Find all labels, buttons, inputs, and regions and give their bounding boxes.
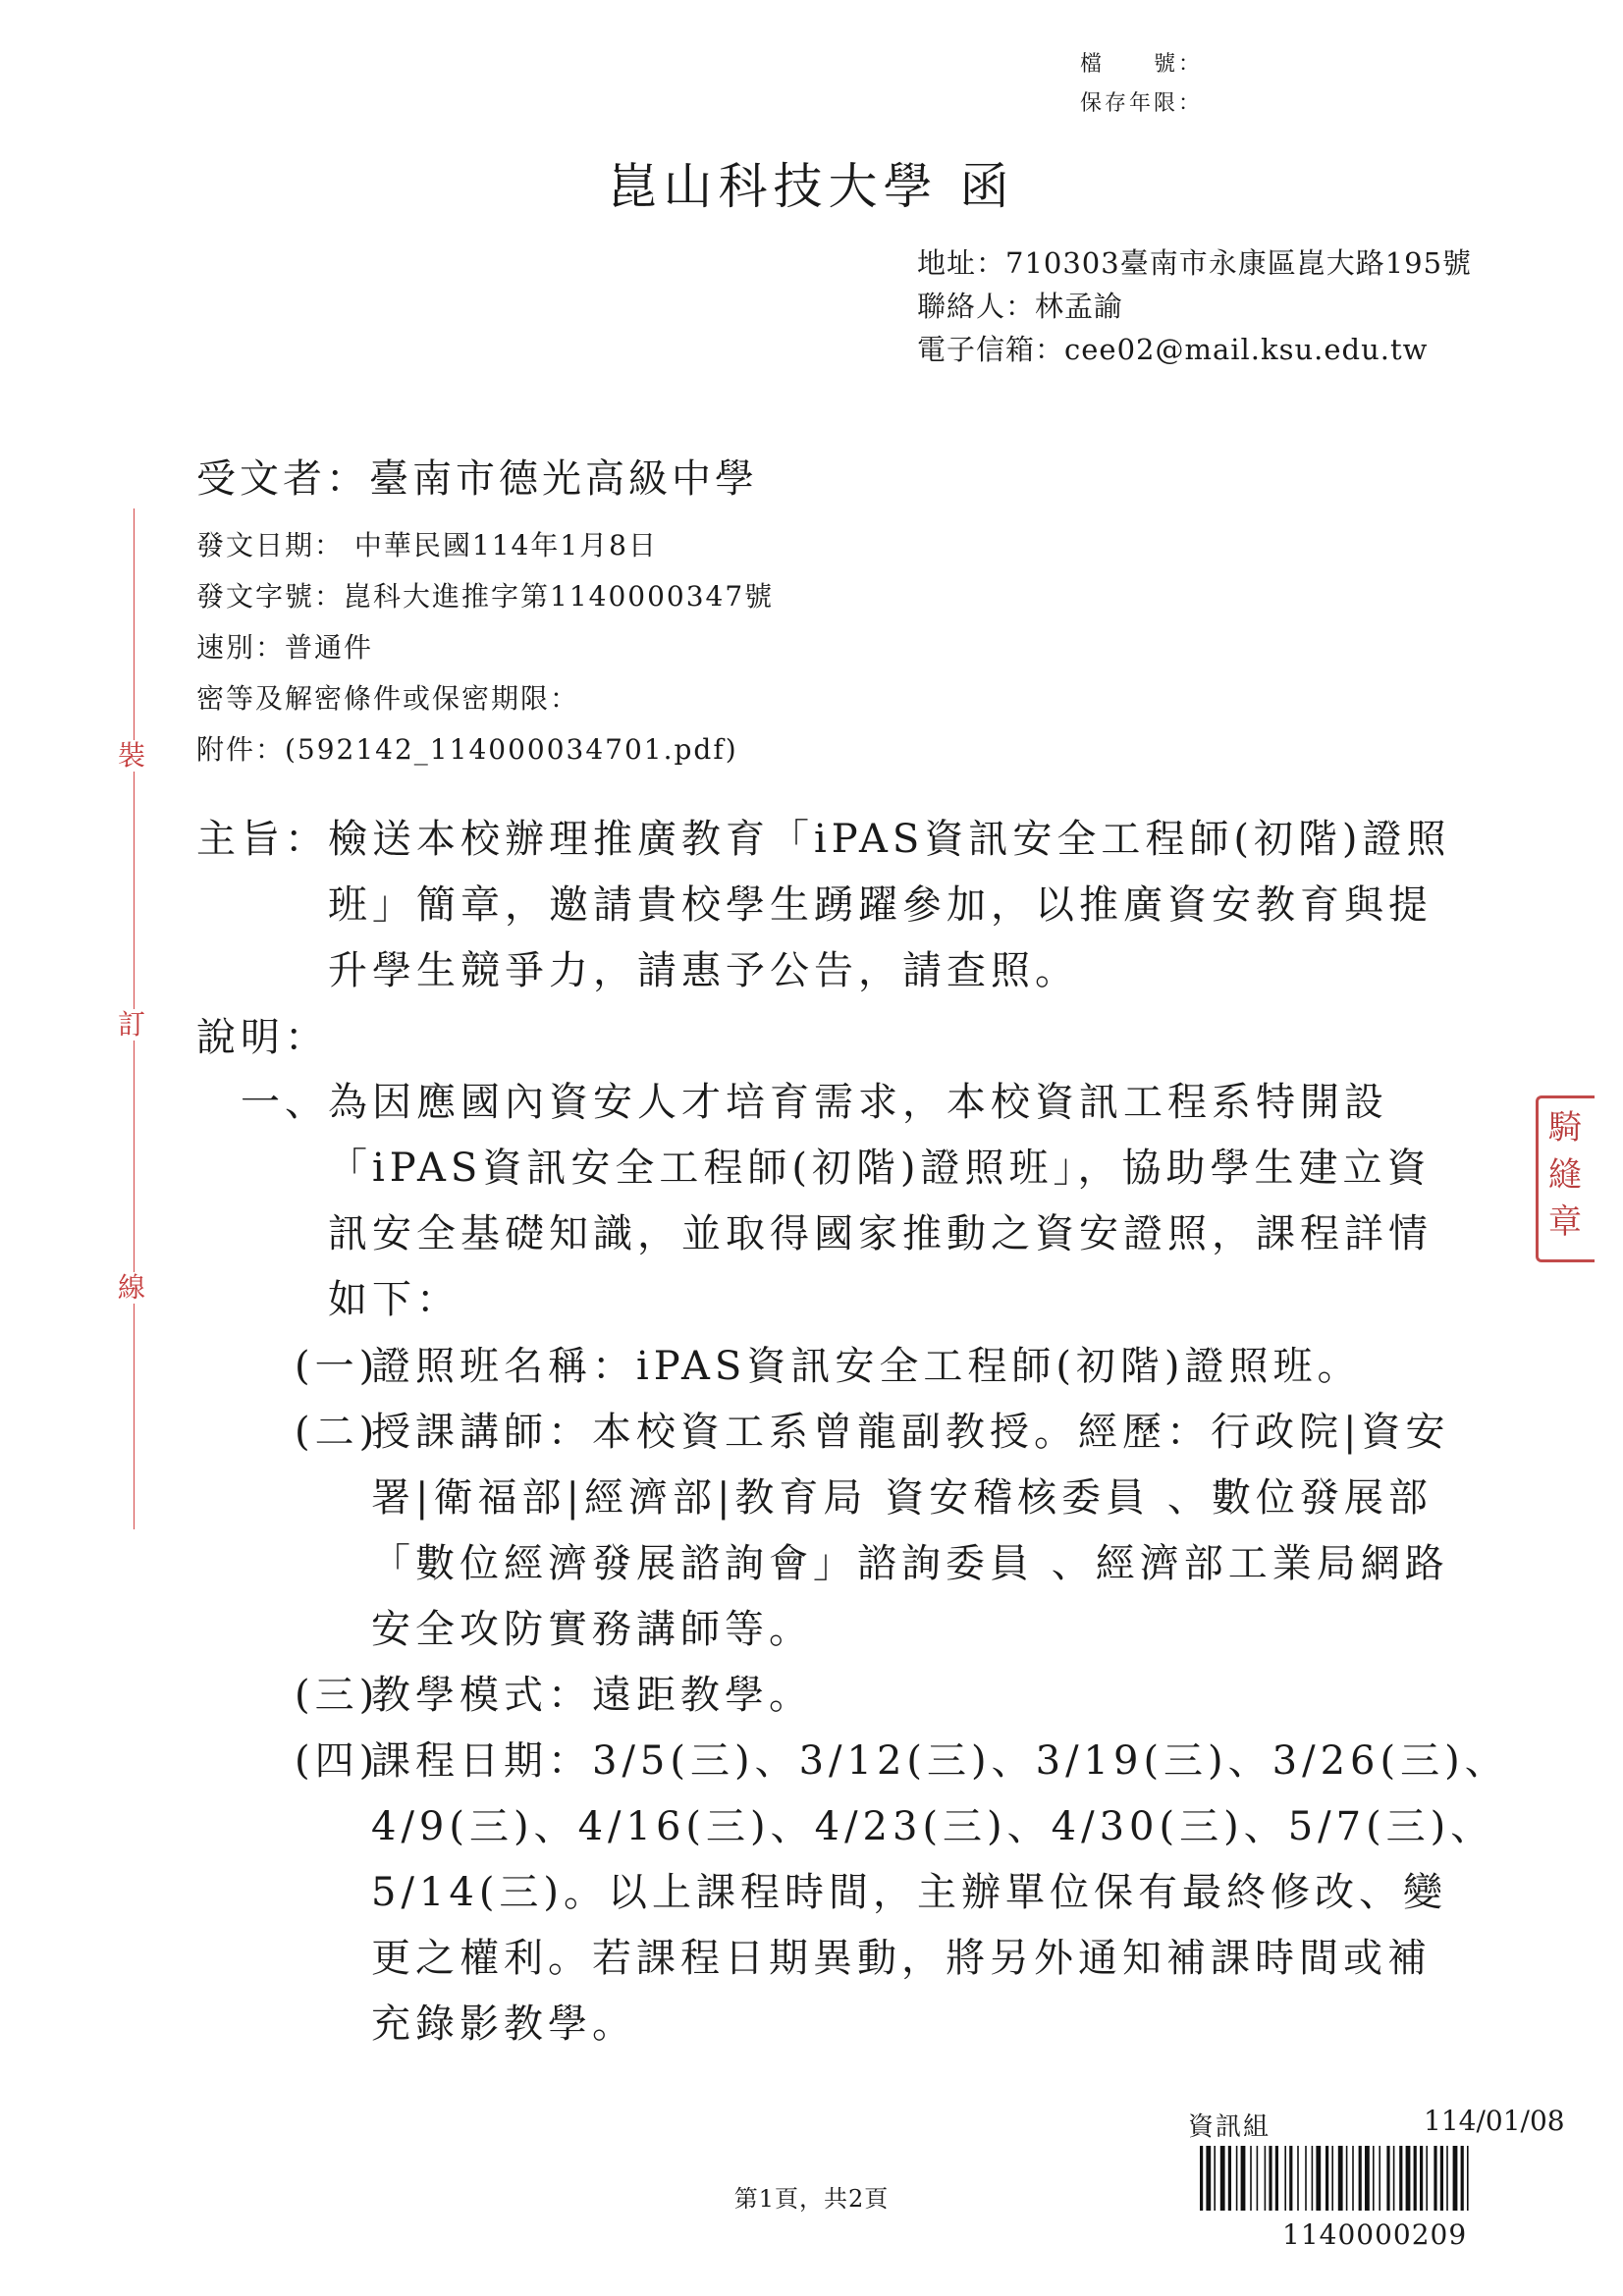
binding-mark-bottom: 線	[118, 1271, 146, 1304]
attachment: 附件：(592142_114000034701.pdf)	[196, 733, 738, 766]
subject-line: 檢送本校辦理推廣教育「iPAS資訊安全工程師(初階)證照	[328, 817, 1451, 862]
item-1-line: 「iPAS資訊安全工程師(初階)證照班」，協助學生建立資	[328, 1146, 1432, 1191]
barcode-bar	[1434, 2146, 1436, 2211]
file-number-label: 檔 號：	[1080, 52, 1204, 77]
document-title: 崑山科技大學 函	[608, 158, 1015, 215]
retention-period-label: 保存年限：	[1080, 91, 1204, 116]
sub-item-4-marker: (四)	[295, 1738, 380, 1784]
barcode-bar	[1352, 2146, 1354, 2211]
footer-department: 資訊組	[1188, 2112, 1271, 2142]
page-number: 第1頁，共2頁	[733, 2185, 890, 2213]
sub-item-2-line: 授課講師：本校資工系曾龍副教授。經歷：行政院|資安	[371, 1410, 1450, 1455]
sub-item-2-text	[371, 1400, 1449, 1663]
barcode-bar	[1250, 2146, 1252, 2211]
subject-text	[328, 807, 1451, 1004]
item-1-line: 訊安全基礎知識，並取得國家推動之資安證照，課程詳情	[328, 1211, 1433, 1256]
subject-line: 班」簡章，邀請貴校學生踴躍參加，以推廣資安教育與提	[328, 882, 1433, 928]
barcode-bar	[1359, 2146, 1362, 2211]
barcode-bar	[1338, 2146, 1343, 2211]
barcode-bar	[1386, 2146, 1389, 2211]
sub-item-4-line: 4/9(三)、4/16(三)、4/23(三)、4/30(三)、5/7(三)、	[371, 1804, 1495, 1849]
sub-item-3-line: 教學模式：遠距教學。	[371, 1673, 813, 1718]
barcode-bar	[1265, 2146, 1267, 2211]
binding-mark-top: 裝	[118, 739, 146, 772]
sub-item-1-text	[371, 1334, 1362, 1400]
barcode-bar	[1257, 2146, 1259, 2211]
barcode-bar	[1446, 2146, 1448, 2211]
sub-item-4-line: 充錄影教學。	[371, 2002, 636, 2047]
barcode-bar	[1325, 2146, 1328, 2211]
barcode-bar	[1312, 2146, 1314, 2211]
issue-date: 發文日期： 中華民國114年1月8日	[196, 529, 658, 561]
barcode-bar	[1406, 2146, 1411, 2211]
document-meta	[196, 520, 774, 775]
footer-date: 114/01/08	[1424, 2105, 1565, 2137]
barcode-bar	[1399, 2146, 1402, 2211]
barcode-bar	[1269, 2146, 1271, 2211]
barcode-bar	[1241, 2146, 1246, 2211]
address: 地址：710303臺南市永康區崑大路195號	[917, 246, 1473, 280]
sub-item-2-marker: (二)	[295, 1410, 380, 1455]
barcode-bar	[1461, 2146, 1464, 2211]
contact-block	[917, 241, 1472, 371]
barcode-bar	[1228, 2146, 1231, 2211]
barcode-bar	[1453, 2146, 1458, 2211]
seal-char: 騎	[1548, 1108, 1582, 1148]
barcode-bar	[1467, 2146, 1469, 2211]
item-1-marker: 一、	[241, 1080, 329, 1125]
barcode-bar	[1214, 2146, 1216, 2211]
barcode-bar	[1220, 2146, 1225, 2211]
barcode-bar	[1284, 2146, 1286, 2211]
sub-item-2-line: 「數位經濟發展諮詢會」諮詢委員 、經濟部工業局網路	[371, 1541, 1449, 1586]
subject-label: 主旨：	[196, 817, 329, 862]
binding-mark-middle: 訂	[118, 1008, 146, 1041]
recipient: 受文者：臺南市德光高級中學	[196, 456, 758, 502]
barcode-bar	[1426, 2146, 1428, 2211]
sub-item-3-text	[371, 1663, 813, 1729]
barcode-bar	[1393, 2146, 1395, 2211]
barcode-bar	[1275, 2146, 1278, 2211]
file-meta	[1080, 45, 1203, 124]
barcode-bar	[1206, 2146, 1211, 2211]
subject-line: 升學生競爭力，請惠予公告，請查照。	[328, 948, 1079, 993]
email: 電子信箱：cee02@mail.ksu.edu.tw	[917, 333, 1429, 366]
barcode	[1200, 2146, 1555, 2211]
sub-item-4-text	[371, 1729, 1509, 2057]
seal-char: 縫	[1548, 1155, 1582, 1195]
barcode-bar	[1346, 2146, 1348, 2211]
barcode-bar	[1440, 2146, 1443, 2211]
item-1-line: 為因應國內資安人才培育需求，本校資訊工程系特開設	[328, 1080, 1388, 1125]
sub-item-1-marker: (一)	[295, 1344, 380, 1389]
sub-item-1-line: 證照班名稱：iPAS資訊安全工程師(初階)證照班。	[371, 1344, 1362, 1389]
seal-char: 章	[1548, 1202, 1582, 1242]
speed-class: 速別：普通件	[196, 631, 374, 664]
barcode-bar	[1331, 2146, 1333, 2211]
barcode-bar	[1379, 2146, 1380, 2211]
barcode-bar	[1200, 2146, 1203, 2211]
seal-stamp	[1536, 1095, 1595, 1262]
barcode-bar	[1365, 2146, 1370, 2211]
barcode-bar	[1305, 2146, 1307, 2211]
barcode-number: 1140000209	[1282, 2218, 1468, 2251]
barcode-bar	[1373, 2146, 1375, 2211]
barcode-bar	[1297, 2146, 1299, 2211]
sub-item-4-line: 更之權利。若課程日期異動，將另外通知補課時間或補	[371, 1936, 1432, 1981]
sub-item-4-line: 課程日期：3/5(三)、3/12(三)、3/19(三)、3/26(三)、	[371, 1738, 1509, 1784]
barcode-bar	[1420, 2146, 1423, 2211]
barcode-bar	[1414, 2146, 1417, 2211]
item-1-text	[328, 1070, 1433, 1333]
sub-item-2-line: 安全攻防實務講師等。	[371, 1607, 813, 1652]
item-1-line: 如下：	[328, 1277, 460, 1322]
explanation-label: 說明：	[196, 1015, 329, 1060]
sub-item-4-line: 5/14(三)。以上課程時間，主辦單位保有最終修改、變	[371, 1870, 1448, 1915]
barcode-bar	[1316, 2146, 1321, 2211]
sub-item-3-marker: (三)	[295, 1673, 380, 1718]
barcode-bar	[1236, 2146, 1238, 2211]
sub-item-2-line: 署|衛福部|經濟部|教育局 資安稽核委員 、數位發展部	[371, 1475, 1433, 1521]
secrecy-level: 密等及解密條件或保密期限：	[196, 682, 580, 715]
issue-number: 發文字號：崑科大進推字第1140000347號	[196, 580, 775, 613]
barcode-bar	[1289, 2146, 1292, 2211]
contact-person: 聯絡人：林孟諭	[917, 290, 1124, 323]
